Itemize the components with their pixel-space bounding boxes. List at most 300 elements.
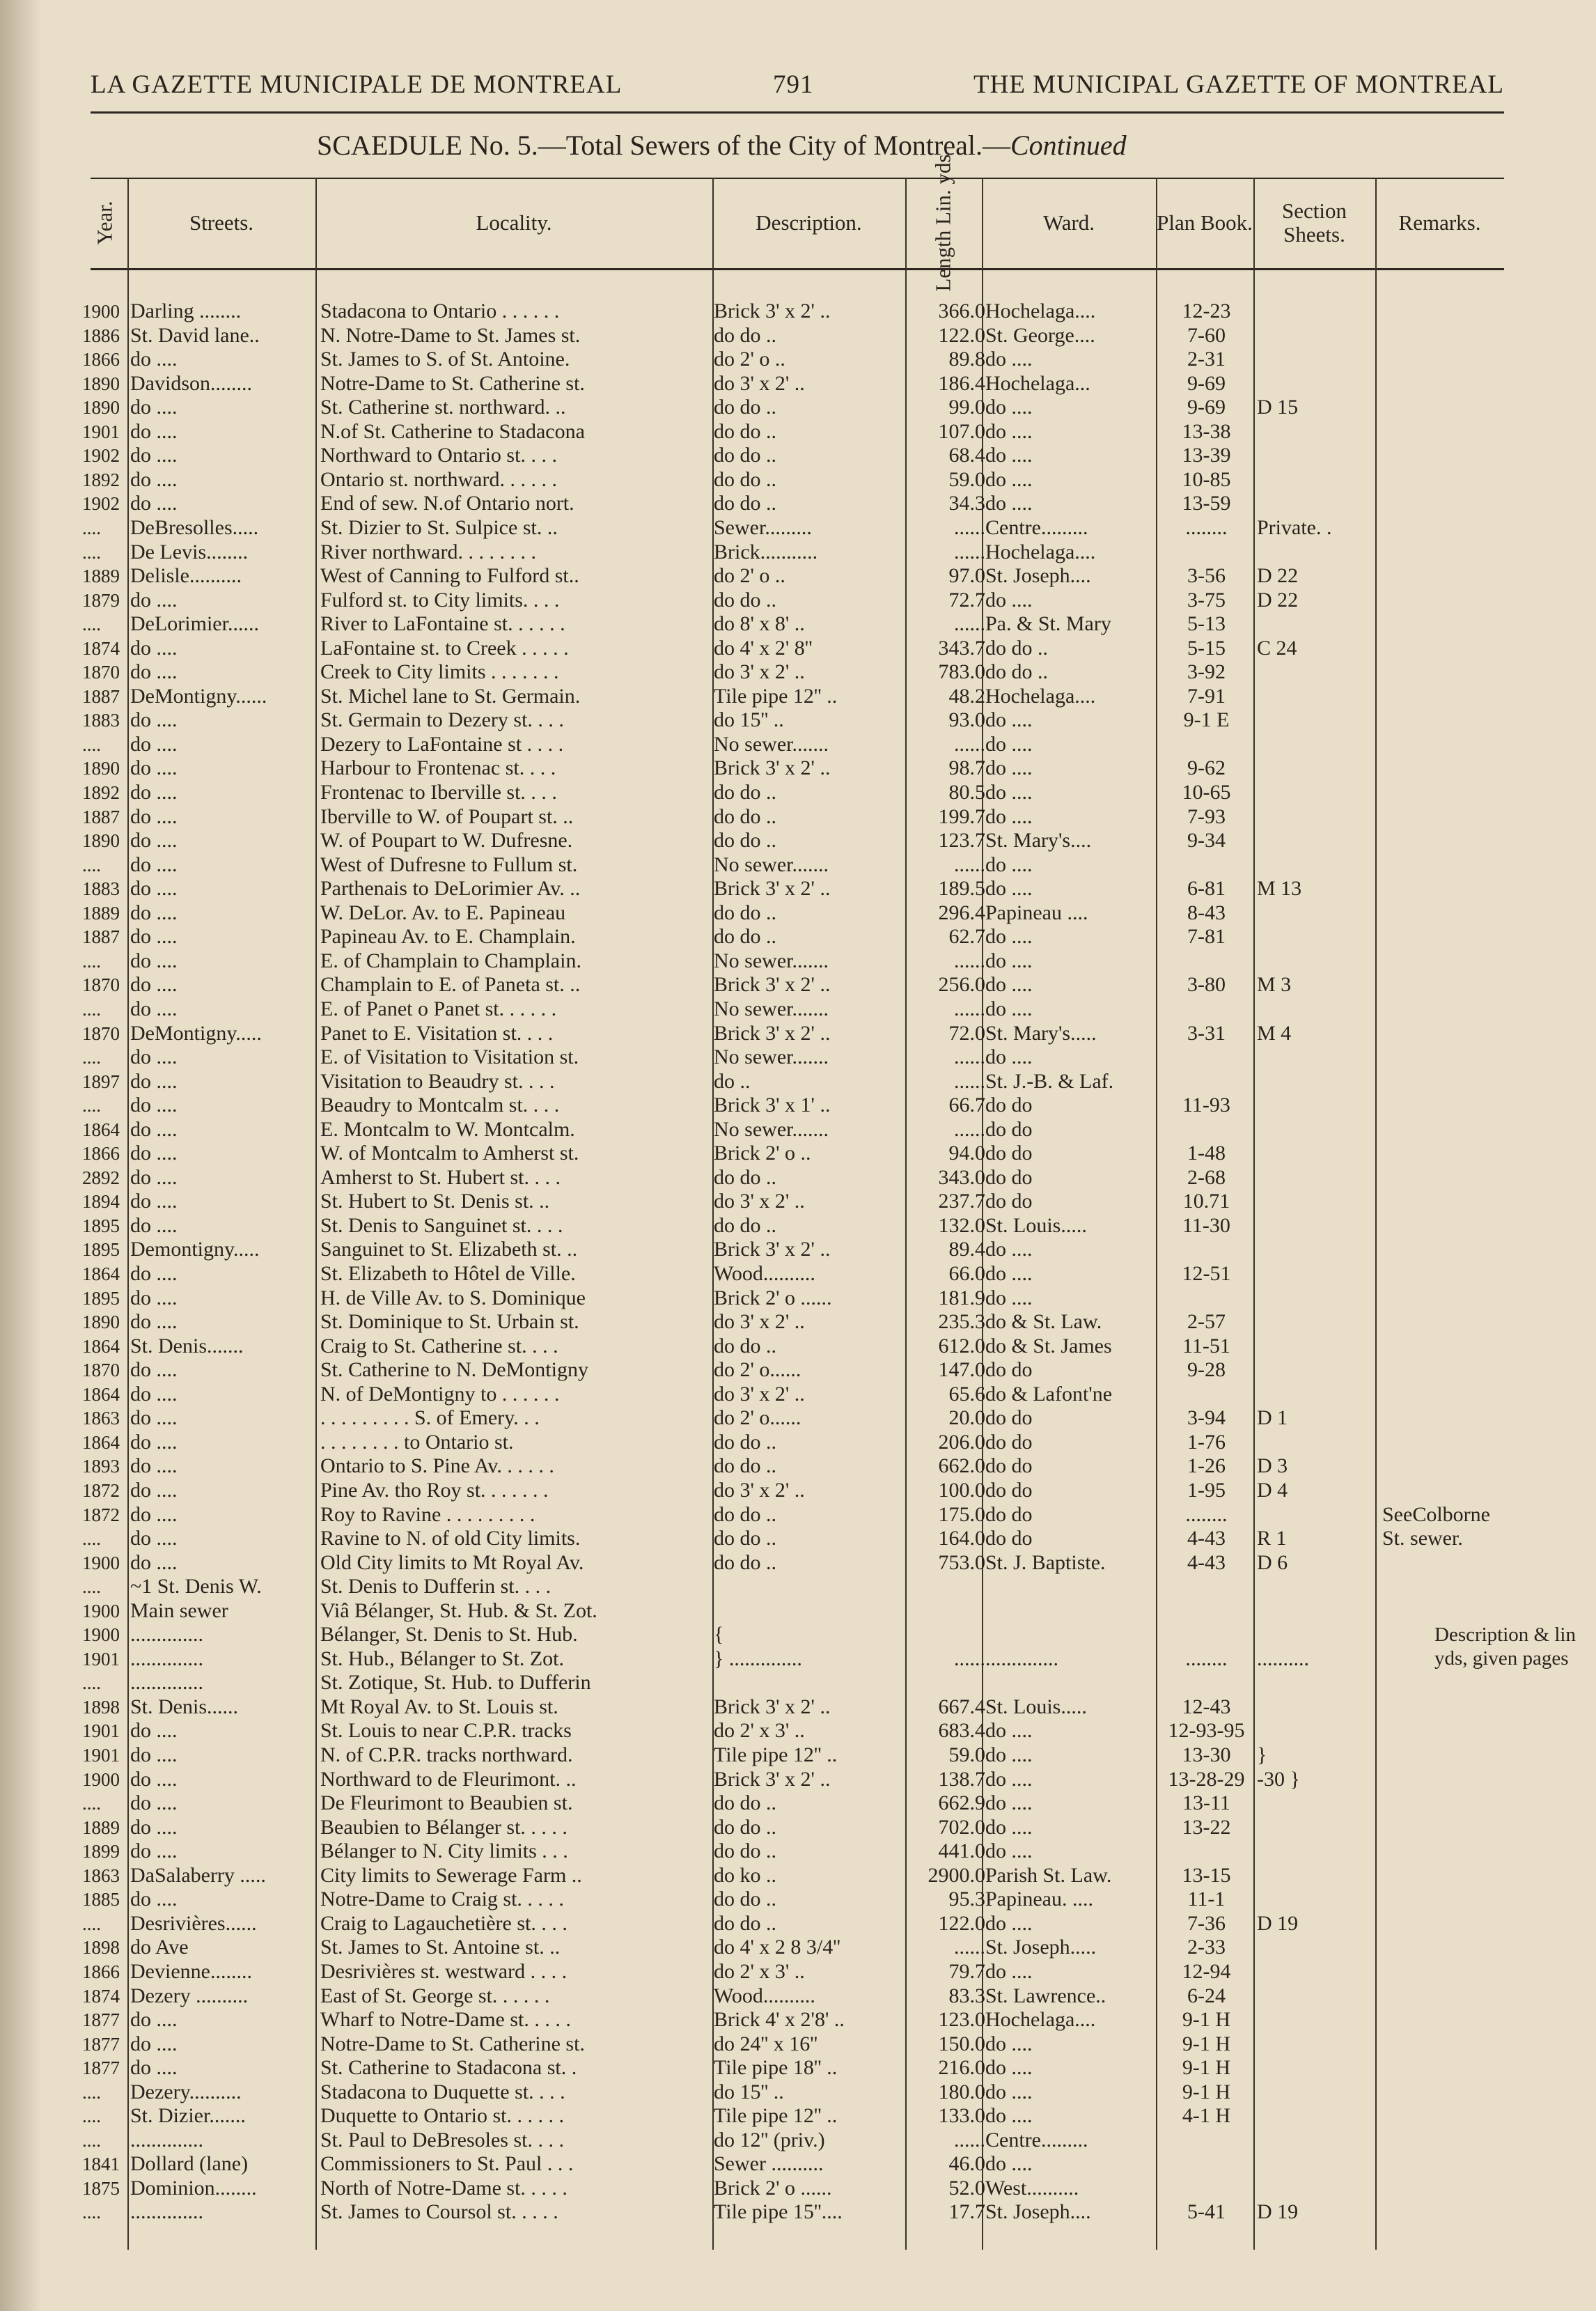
description-cell: do do .. (714, 781, 776, 804)
length-cell: 97.0 (948, 564, 985, 588)
street-cell: do .... (130, 997, 178, 1020)
locality-cell: Amherst to St. Hubert st. . . . (320, 1165, 561, 1189)
locality-cell: E. of Panet o Panet st. . . . . . (320, 997, 557, 1020)
length-cell: 93.0 (948, 708, 985, 732)
year-cell: 1892 (82, 469, 120, 490)
length-cell: 147.0 (938, 1358, 985, 1382)
ward-cell: do do (985, 1117, 1033, 1141)
table-row (0, 516, 1596, 540)
street-cell: do .... (130, 1117, 178, 1141)
year-cell: 1895 (82, 1287, 120, 1309)
locality-cell: North of Notre-Dame st. . . . . (320, 2176, 568, 2200)
ward-cell: do .... (985, 1262, 1033, 1285)
locality-cell: Beaudry to Montcalm st. . . . (320, 1094, 560, 1117)
header-french-title: LA GAZETTE MUNICIPALE DE MONTREAL (91, 70, 623, 99)
street-cell: St. Denis...... (130, 1695, 239, 1718)
plan-book-cell: 2-33 (1187, 1936, 1226, 1959)
remarks-cell: SeeColborne (1382, 1502, 1490, 1526)
year-cell: 1864 (82, 1263, 120, 1284)
table-row (0, 1984, 1596, 2008)
table-row (0, 324, 1596, 348)
street-cell: do .... (130, 901, 178, 924)
plan-book-cell: 3-31 (1187, 1021, 1226, 1045)
locality-cell: Stadacona to Duquette st. . . . (320, 2080, 565, 2103)
table-row (0, 1743, 1596, 1767)
locality-cell: St. Germain to Dezery st. . . . (320, 708, 564, 732)
description-cell: do do .. (714, 1839, 776, 1863)
street-cell: Dezery.......... (130, 2080, 242, 2103)
year-cell: 1894 (82, 1191, 120, 1213)
length-cell: 133.0 (938, 2104, 985, 2128)
street-cell: do .... (130, 1791, 178, 1815)
plan-book-cell: 9-1 H (1182, 2080, 1231, 2103)
street-cell: do .... (130, 1430, 178, 1454)
ward-cell: do .... (985, 853, 1033, 876)
locality-cell: St. James to Coursol st. . . . . (320, 2200, 558, 2224)
header-rule (91, 111, 1504, 114)
length-cell: 132.0 (938, 1213, 985, 1237)
street-cell: De Levis........ (130, 540, 249, 563)
length-cell: ...... (954, 515, 985, 539)
length-cell: 175.0 (938, 1502, 985, 1526)
section-sheet-cell: D 19 (1257, 1911, 1299, 1935)
length-cell: 612.0 (938, 1334, 985, 1357)
year-cell: 1877 (82, 2033, 120, 2055)
street-cell: do .... (130, 1815, 178, 1839)
table-row (0, 1383, 1596, 1406)
table-row (0, 1791, 1596, 1815)
year-cell: 1864 (82, 1119, 120, 1140)
ward-cell: do .... (985, 1286, 1033, 1309)
ward-cell: do .... (985, 708, 1033, 732)
ward-cell: do .... (985, 419, 1033, 443)
plan-book-cell: 11-30 (1182, 1213, 1230, 1237)
year-cell: 1863 (82, 1865, 120, 1886)
description-cell: do do .. (714, 1815, 776, 1839)
street-cell: St. Denis....... (130, 1334, 244, 1357)
plan-book-cell: 7-93 (1187, 804, 1226, 828)
description-cell: Brick 3' x 2' .. (714, 756, 831, 780)
plan-book-cell: 6-24 (1187, 1984, 1226, 2007)
length-cell: 89.8 (948, 348, 985, 371)
year-cell: 1889 (82, 1816, 120, 1838)
length-cell: 216.0 (938, 2056, 985, 2080)
table-row (0, 1575, 1596, 1598)
year-cell: 1870 (82, 1360, 120, 1381)
street-cell: Darling ........ (130, 299, 242, 322)
ward-cell: St. Joseph..... (985, 1936, 1097, 1959)
section-sheet-cell: M 4 (1257, 1021, 1292, 1045)
table-row (0, 877, 1596, 901)
locality-cell: Roy to Ravine . . . . . . . . . (320, 1502, 535, 1526)
section-sheet-cell: -30 } (1257, 1767, 1300, 1791)
description-cell: Tile pipe 12'' .. (714, 2104, 838, 2128)
street-cell: do .... (130, 1478, 178, 1502)
length-cell: 65.6 (948, 1382, 985, 1406)
length-cell: 186.4 (938, 371, 985, 395)
year-cell: .... (82, 1913, 101, 1934)
street-cell: Desrivières...... (130, 1911, 257, 1935)
length-cell: 79.7 (948, 1959, 985, 1983)
table-row (0, 612, 1596, 636)
table-row (0, 1406, 1596, 1430)
description-cell: do do .. (714, 419, 776, 443)
locality-cell: Ontario to S. Pine Av. . . . . . (320, 1454, 554, 1478)
description-cell: do do .. (714, 1213, 776, 1237)
length-cell: 366.0 (938, 299, 985, 322)
section-sheet-cell: D 6 (1257, 1550, 1288, 1574)
description-cell: do do .. (714, 467, 776, 491)
year-cell: 1898 (82, 1696, 120, 1718)
section-sheet-cell: R 1 (1257, 1527, 1287, 1550)
length-cell: 150.0 (938, 2032, 985, 2055)
description-cell: do 8' x 8' .. (714, 612, 805, 636)
plan-book-cell: 12-23 (1182, 299, 1231, 322)
locality-cell: Old City limits to Mt Royal Av. (320, 1550, 584, 1574)
plan-book-cell: 4-43 (1187, 1527, 1226, 1550)
ward-cell: do .... (985, 973, 1033, 997)
plan-book-cell: ........ (1185, 1502, 1228, 1526)
section-sheet-cell: D 15 (1257, 396, 1299, 419)
year-cell: 1877 (82, 2009, 120, 2031)
length-cell: 237.7 (938, 1190, 985, 1213)
street-cell: .............. (130, 1647, 203, 1670)
length-cell: 52.0 (948, 2176, 985, 2200)
locality-cell: Dezery to LaFontaine st . . . . (320, 732, 564, 756)
locality-cell: Visitation to Beaudry st. . . . (320, 1069, 555, 1093)
description-cell: do 15'' .. (714, 708, 784, 732)
street-cell: do .... (130, 1190, 178, 1213)
description-cell: do do .. (714, 1791, 776, 1815)
year-cell: 1900 (82, 1552, 120, 1573)
description-cell: No sewer....... (714, 732, 829, 756)
description-cell: No sewer....... (714, 1117, 829, 1141)
description-cell: do do .. (714, 396, 776, 419)
length-cell: 181.9 (938, 1286, 985, 1309)
length-cell: 123.7 (938, 829, 985, 853)
length-cell: 662.0 (938, 1454, 985, 1478)
description-cell: do 4' x 2' 8'' (714, 636, 813, 660)
year-cell: 1874 (82, 1985, 120, 2007)
length-cell: 94.0 (948, 1142, 985, 1165)
length-cell: 138.7 (938, 1767, 985, 1791)
plan-book-cell: 11-1 (1187, 1888, 1226, 1911)
table-row (0, 829, 1596, 853)
table-row (0, 973, 1596, 997)
ward-cell: do .... (985, 588, 1033, 612)
street-cell: DaSalaberry ..... (130, 1863, 266, 1887)
plan-book-cell: 10.71 (1182, 1190, 1230, 1213)
description-cell: No sewer....... (714, 853, 829, 876)
length-cell: 72.0 (948, 1021, 985, 1045)
table-row (0, 1166, 1596, 1190)
ward-cell: do .... (985, 1791, 1033, 1815)
description-cell: do do .. (714, 588, 776, 612)
ward-cell: St. Joseph.... (985, 564, 1091, 588)
description-cell: do do .. (714, 804, 776, 828)
street-cell: .............. (130, 1671, 203, 1695)
column-header-rule (91, 268, 1504, 270)
description-cell: do 2' x 3' .. (714, 1719, 805, 1743)
table-row (0, 708, 1596, 732)
street-cell: .............. (130, 2200, 203, 2224)
column-header-streets: Streets. (189, 210, 254, 235)
description-cell: Wood.......... (714, 1262, 815, 1285)
year-cell: 2892 (82, 1167, 120, 1188)
table-row (0, 2008, 1596, 2032)
length-cell: 107.0 (938, 419, 985, 443)
locality-cell: Frontenac to Iberville st. . . . (320, 781, 557, 804)
length-cell: 80.5 (948, 781, 985, 804)
street-cell: Main sewer (130, 1598, 228, 1622)
street-cell: ~1 St. Denis W. (130, 1575, 262, 1598)
description-cell: do .. (714, 1069, 751, 1093)
length-cell: 343.7 (938, 636, 985, 660)
description-cell: Brick 3' x 1' .. (714, 1094, 831, 1117)
length-cell: 98.7 (948, 756, 985, 780)
ward-cell: Papineau. .... (985, 1888, 1093, 1911)
length-cell: 2900.0 (928, 1863, 985, 1887)
street-cell: do .... (130, 1382, 178, 1406)
description-cell: do do .. (714, 925, 776, 949)
description-cell: Brick 3' x 2' .. (714, 877, 831, 901)
table-row (0, 1599, 1596, 1623)
street-cell: Dollard (lane) (130, 2152, 249, 2176)
section-sheet-cell: D 22 (1257, 588, 1299, 612)
ward-cell: Hochelaga... (985, 371, 1090, 395)
locality-cell: LaFontaine st. to Creek . . . . . (320, 636, 569, 660)
section-sheet-cell: .......... (1257, 1647, 1309, 1670)
street-cell: do .... (130, 1406, 178, 1430)
ward-cell: do do (985, 1190, 1033, 1213)
street-cell: do .... (130, 708, 178, 732)
table-row (0, 1671, 1596, 1695)
street-cell: do .... (130, 467, 178, 491)
year-cell: 1874 (82, 637, 120, 659)
description-cell: do 3' x 2' .. (714, 1190, 805, 1213)
table-row (0, 1045, 1596, 1069)
ward-cell: do .... (985, 1045, 1033, 1069)
length-cell: 235.3 (938, 1310, 985, 1334)
year-cell: .... (82, 2129, 101, 2151)
ward-cell: do .... (985, 1719, 1033, 1743)
ward-cell: St. Mary's.... (985, 829, 1092, 853)
description-cell: Brick 3' x 2' .. (714, 299, 831, 322)
page-number: 791 (773, 70, 814, 99)
ward-cell: do .... (985, 1839, 1033, 1863)
street-cell: do .... (130, 588, 178, 612)
year-cell: .... (82, 1047, 101, 1068)
table-row (0, 781, 1596, 804)
plan-book-cell: 10-65 (1182, 781, 1231, 804)
table-row (0, 1070, 1596, 1094)
table-row (0, 685, 1596, 708)
table-row (0, 348, 1596, 371)
plan-book-cell: 2-57 (1187, 1310, 1226, 1334)
table-row (0, 805, 1596, 829)
plan-book-cell: 10-85 (1182, 467, 1231, 491)
schedule-title-main: SCAEDULE No. 5.—Total Sewers of the City of Montreal.— (317, 130, 1010, 161)
plan-book-cell: 13-22 (1182, 1815, 1231, 1839)
street-cell: do .... (130, 1069, 178, 1093)
table-row (0, 1695, 1596, 1719)
street-cell: do .... (130, 756, 178, 780)
locality-cell: Sanguinet to St. Elizabeth st. .. (320, 1238, 578, 1261)
table-row (0, 589, 1596, 612)
brace-remark: Description & lin yds, given pages (1434, 1624, 1576, 1670)
length-cell: ...... (954, 949, 985, 972)
description-cell: Sewer .......... (714, 2152, 824, 2176)
ward-cell: do .... (985, 348, 1033, 371)
description-cell: Tile pipe 12'' .. (714, 1743, 838, 1766)
section-sheet-cell: D 1 (1257, 1406, 1288, 1430)
description-cell: Brick 2' o ...... (714, 2176, 832, 2200)
locality-cell: St. Paul to DeBresoles st. . . . (320, 2128, 564, 2152)
locality-cell: West of Dufresne to Fullum st. (320, 853, 578, 876)
plan-book-cell: 9-69 (1187, 371, 1226, 395)
ward-cell: do .... (985, 2056, 1033, 2080)
street-cell: do .... (130, 853, 178, 876)
length-cell: 66.0 (948, 1262, 985, 1285)
year-cell: 1866 (82, 1143, 120, 1165)
street-cell: do .... (130, 1502, 178, 1526)
table-row (0, 420, 1596, 444)
table-row (0, 997, 1596, 1021)
street-cell: Dezery .......... (130, 1984, 249, 2007)
length-cell: 59.0 (948, 1743, 985, 1766)
plan-book-cell: 9-1 H (1182, 2056, 1231, 2080)
table-row (0, 1960, 1596, 1984)
year-cell: .... (82, 950, 101, 972)
column-header-ward: Ward. (1042, 210, 1095, 235)
locality-cell: Craig to St. Catherine st. . . . (320, 1334, 558, 1357)
table-row (0, 1623, 1596, 1647)
street-cell: do .... (130, 2032, 178, 2055)
year-cell: 1875 (82, 2177, 120, 2199)
description-cell: Wood.......... (714, 1984, 815, 2007)
table-row (0, 1094, 1596, 1117)
year-cell: 1902 (82, 445, 120, 467)
locality-cell: St. Catherine st. northward. .. (320, 396, 566, 419)
section-sheet-cell: D 4 (1257, 1478, 1288, 1502)
street-cell: Davidson........ (130, 371, 252, 395)
description-cell: do 3' x 2' .. (714, 371, 805, 395)
length-cell: 68.4 (948, 444, 985, 467)
locality-cell: St. Hub., Bélanger to St. Zot. (320, 1647, 564, 1670)
ward-cell: do do (985, 1502, 1033, 1526)
length-cell: ...... (954, 1647, 985, 1670)
street-cell: DeMontigny...... (130, 684, 267, 708)
street-cell: .............. (130, 2128, 203, 2152)
locality-cell: River northward. . . . . . . . (320, 540, 536, 563)
locality-cell: N.of St. Catherine to Stadacona (320, 419, 585, 443)
ward-cell: do .... (985, 1815, 1033, 1839)
table-row (0, 949, 1596, 973)
plan-book-cell: ........ (1185, 515, 1228, 539)
table-row (0, 1864, 1596, 1888)
year-cell: 1901 (82, 1648, 120, 1670)
street-cell: DeLorimier...... (130, 612, 259, 636)
ward-cell: Parish St. Law. (985, 1863, 1112, 1887)
plan-book-cell: 9-34 (1187, 829, 1226, 853)
ward-cell: St. Louis..... (985, 1695, 1087, 1718)
locality-cell: Champlain to E. of Paneta st. .. (320, 973, 581, 997)
length-cell: 48.2 (948, 684, 985, 708)
plan-book-cell: 1-26 (1187, 1454, 1226, 1478)
street-cell: do .... (130, 1743, 178, 1766)
description-cell: do 2' o .. (714, 564, 785, 588)
locality-cell: Stadacona to Ontario . . . . . . (320, 299, 560, 322)
length-cell: 100.0 (938, 1478, 985, 1502)
plan-book-cell: 9-62 (1187, 756, 1226, 780)
description-cell: do 24'' x 16'' (714, 2032, 818, 2055)
table-row (0, 1214, 1596, 1238)
year-cell: 1886 (82, 325, 120, 346)
table-row (0, 637, 1596, 660)
locality-cell: Parthenais to DeLorimier Av. .. (320, 877, 581, 901)
year-cell: 1864 (82, 1335, 120, 1357)
year-cell: .... (82, 2081, 101, 2103)
table-row (0, 1888, 1596, 1911)
description-cell: Brick 3' x 2' .. (714, 973, 831, 997)
plan-book-cell: 5-15 (1187, 636, 1226, 660)
ward-cell: do .... (985, 2032, 1033, 2055)
ward-cell: do & St. Law. (985, 1310, 1102, 1334)
table-row (0, 1936, 1596, 1959)
length-cell: 164.0 (938, 1527, 985, 1550)
description-cell: do 2' o...... (714, 1406, 801, 1430)
section-sheet-cell: D 19 (1257, 2200, 1299, 2224)
locality-cell: Bélanger to N. City limits . . . (320, 1839, 568, 1863)
locality-cell: E. Montcalm to W. Montcalm. (320, 1117, 575, 1141)
ward-cell: do .... (985, 2080, 1033, 2103)
street-cell: Devienne........ (130, 1959, 252, 1983)
year-cell: .... (82, 1793, 101, 1814)
description-cell: do 15'' .. (714, 2080, 784, 2103)
description-cell: do do .. (714, 1550, 776, 1574)
ward-cell: West.......... (985, 2176, 1079, 2200)
remarks-cell: St. sewer. (1382, 1527, 1463, 1550)
year-cell: 1872 (82, 1504, 120, 1525)
year-cell: 1902 (82, 493, 120, 515)
locality-cell: Iberville to W. of Poupart st. .. (320, 804, 574, 828)
plan-book-cell: 9-28 (1187, 1358, 1226, 1382)
table-row (0, 1551, 1596, 1575)
street-cell: do .... (130, 1550, 178, 1574)
table-row (0, 1238, 1596, 1261)
table-row (0, 1768, 1596, 1791)
ward-cell: do .... (985, 396, 1033, 419)
locality-cell: St. Michel lane to St. Germain. (320, 684, 581, 708)
length-cell: 72.7 (948, 588, 985, 612)
locality-cell: Ontario st. northward. . . . . . (320, 467, 557, 491)
year-cell: 1900 (82, 1600, 120, 1621)
table-row (0, 444, 1596, 467)
header-english-title: THE MUNICIPAL GAZETTE OF MONTREAL (973, 70, 1504, 99)
locality-cell: E. of Visitation to Visitation st. (320, 1045, 579, 1069)
plan-book-cell: 13-38 (1182, 419, 1231, 443)
table-row (0, 2056, 1596, 2080)
ward-cell: do do (985, 1165, 1033, 1189)
year-cell: 1898 (82, 1937, 120, 1959)
year-cell: 1870 (82, 662, 120, 683)
plan-book-cell: 7-36 (1187, 1911, 1226, 1935)
ward-cell: do do (985, 1142, 1033, 1165)
year-cell: 1889 (82, 902, 120, 924)
length-cell: 20.0 (948, 1406, 985, 1430)
description-cell: do do .. (714, 829, 776, 853)
length-cell: 66.7 (948, 1094, 985, 1117)
